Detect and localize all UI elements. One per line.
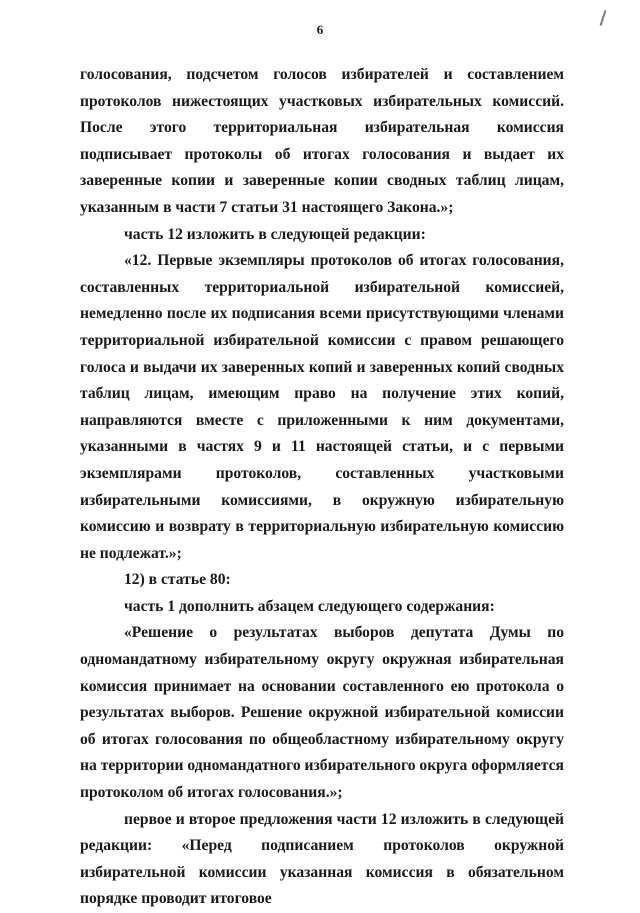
paragraph-item12: 12) в статье 80: — [124, 571, 231, 589]
paragraph-part1-instruction: часть 1 дополнить абзацем следующего содержания: — [124, 597, 495, 615]
paragraph-part12-sentences: первое и второе предложения части 12 изложить в следующей редакции: «Перед подписанием протоколов окружной избирательной комиссии указанная комиссия в обязательном порядке проводит итоговое — [80, 810, 564, 908]
page-number: 6 — [316, 22, 324, 37]
paragraph-part1-text: «Решение о результатах выборов депутата Думы по одномандатному избирательному округу окружная избирательная комиссия принимает на основании составленного ею протокола о результатах выборов. Решение окружной избирательной комиссии об итогах голосования по общеобластному избирательному округу на территории одномандатного избирательного округа оформляется протоколом об итогах голосования.»; — [80, 624, 564, 802]
document-body — [80, 62, 564, 913]
paragraph-part12-instruction: часть 12 изложить в следующей редакции: — [124, 225, 426, 243]
paragraph-part12-text: «12. Первые экземпляры протоколов об итогах голосования, составленных территориальной избирательной комиссией, немедленно после их подписания всеми присутствующими членами территориальной избирательной комиссии с правом решающего голоса и выдачи их заверенных копий и заверенных копий сводных таблиц лицам, имеющим право на получение этих копий, направляются вместе с приложенными к ним документами, указанными в частях 9 и 11 настоящей статьи, и с первыми экземплярами протоколов, составленных участковыми избирательными комиссиями, в окружную избирательную комиссию и возврату в территориальную избирательную комиссию не подлежат.»; — [80, 252, 564, 562]
paragraph-continuation: голосования, подсчетом голосов избирателей и составлением протоколов нижестоящих участковых избирательных комиссий. После этого территориальная избирательная комиссия подписывает протоколы об итогах голосования и выдает их заверенные копии и заверенные копии сводных таблиц лицам, указанным в части 7 статьи 31 настоящего Закона.»; — [80, 66, 564, 216]
